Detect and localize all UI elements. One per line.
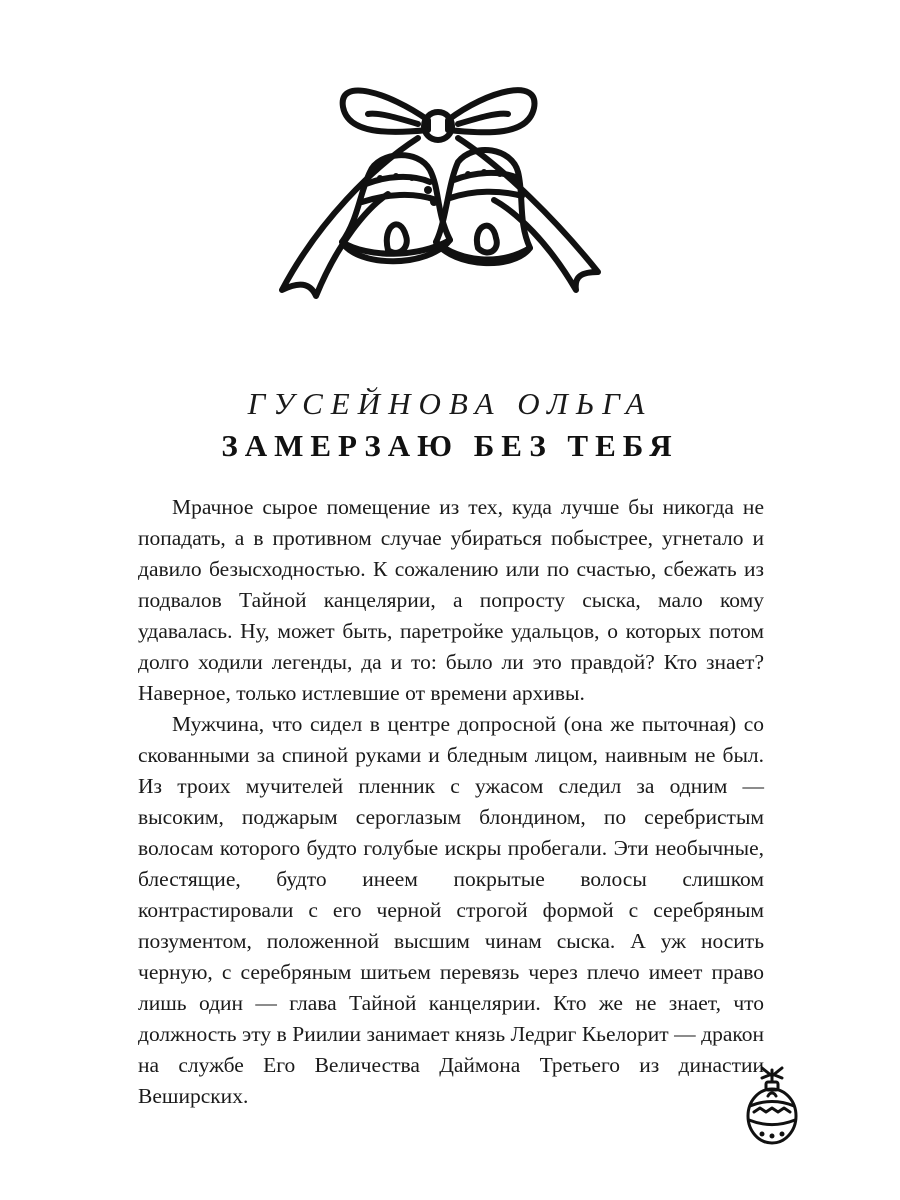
paragraph: Мужчина, что сидел в центре допросной (она же пыточная) со скованными за спиной руками и бледным лицом, наивным не был. Из троих мучителей пленник с ужасом следил за одним — высоким, поджарым сероглазым блондином, по серебристым волосам которого будто голубые искры пробегали. Эти необычные, блестящие, будто инеем покрытые волосы слишком контрастировали с его черной строгой формой с серебряным позументом, положенной высшим чинам сыска. А уж носить черную, с серебряным шитьем перевязь через плечо имеет право лишь один — глава Тайной канцелярии. Кто же не знает, что должность эту в Риилии занимает князь Ледриг Кьелорит — дракон на службе Его Величества Даймона Третьего из династии Веширских. — [138, 712, 764, 1108]
chapter-author: ГУСЕЙНОВА ОЛЬГА — [247, 386, 653, 421]
chapter-text — [138, 492, 764, 1112]
paragraph: Мрачное сырое помещение из тех, куда лучше бы никогда не попадать, а в противном случае убираться побыстрее, угнетало и давило безысходностью. К сожалению или по счастью, сбежать из подвалов Тайной канцелярии, а попросту сыска, мало кому удавалась. Ну, может быть, паретройке удальцов, о которых потом долго ходили легенды, да и то: было ли это правдой? Кто знает? Наверное, только истлевшие от времени архивы. — [138, 495, 764, 705]
christmas-bells-icon — [268, 72, 608, 304]
christmas-ornament-icon — [744, 1064, 800, 1148]
chapter-title: ЗАМЕРЗАЮ БЕЗ ТЕБЯ — [221, 428, 679, 463]
